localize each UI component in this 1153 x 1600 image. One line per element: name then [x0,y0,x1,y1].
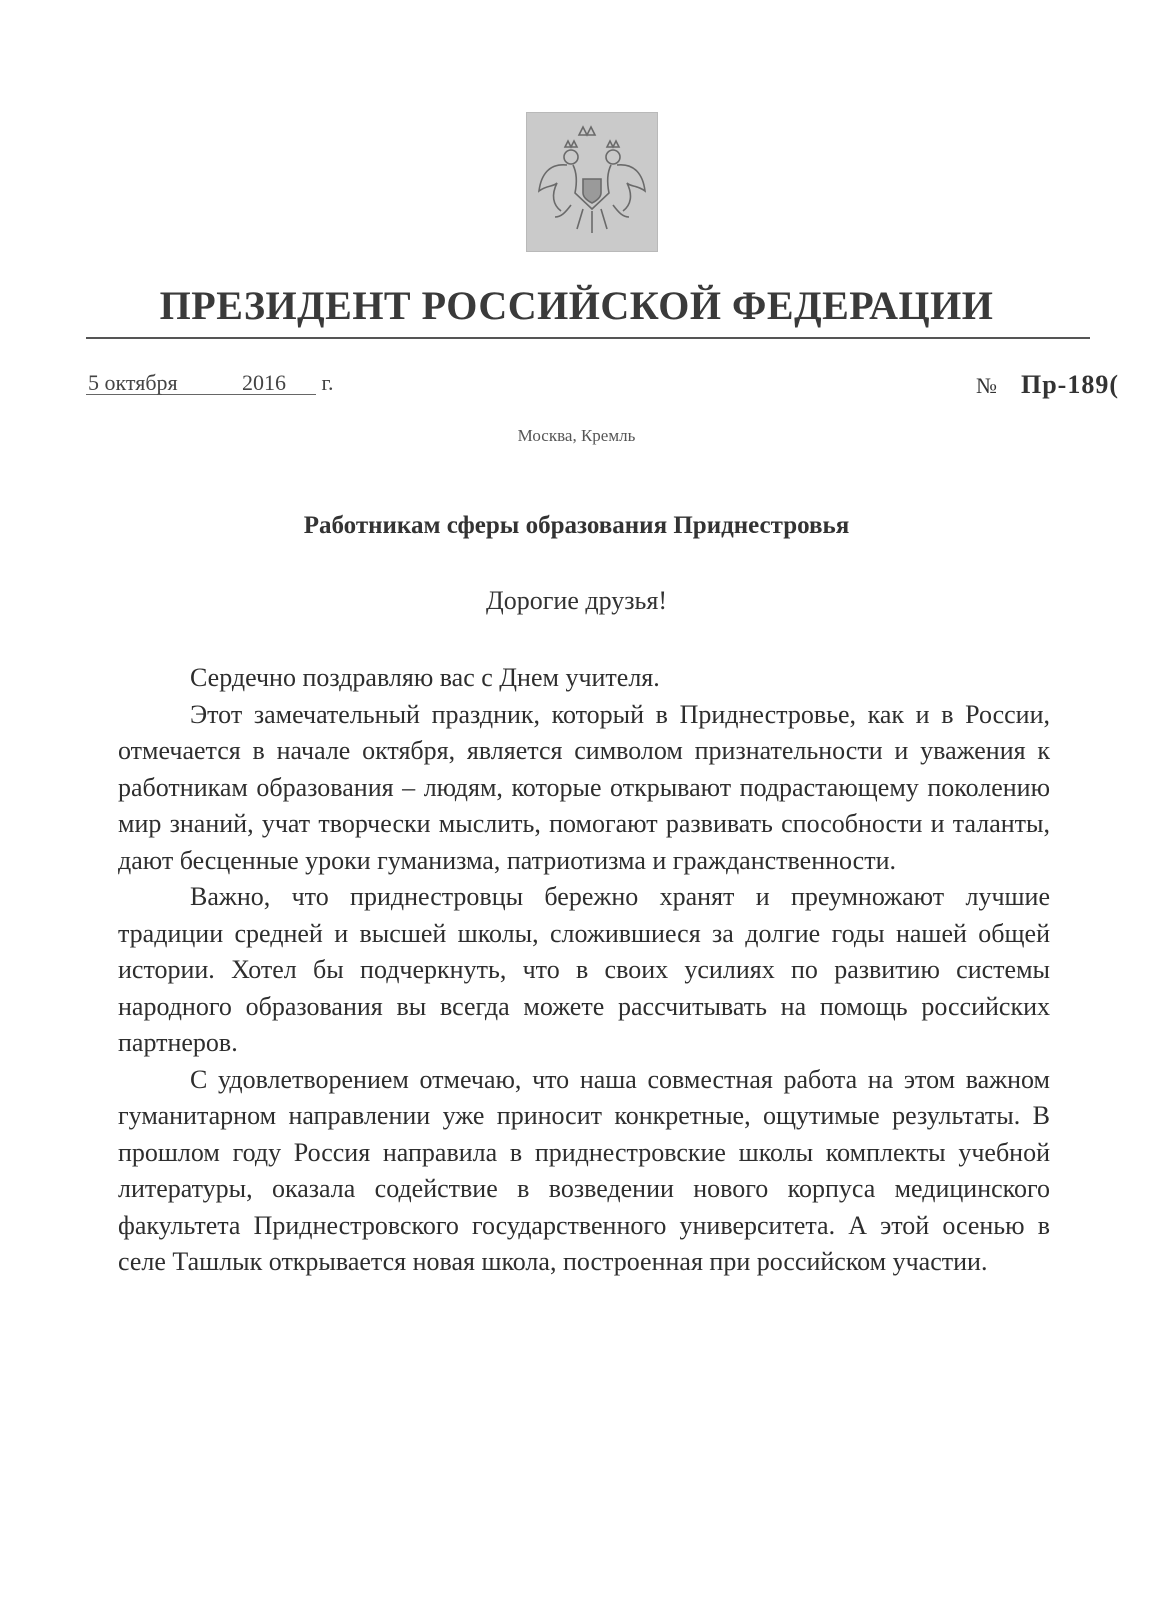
place-of-issue: Москва, Кремль [517,426,636,445]
addressee-line: Работникам сферы образования Приднестровья [303,512,850,539]
number-sign: № [976,373,997,398]
year-suffix: г. [321,370,334,395]
coat-of-arms-emblem [526,112,658,252]
paragraph: Сердечно поздравляю вас с Днем учителя. [190,663,660,692]
date-day-month: 5 октября [86,372,240,395]
document-number [976,370,1119,400]
document-heading: ПРЕЗИДЕНТ РОССИЙСКОЙ ФЕДЕРАЦИИ [159,283,994,328]
document-date [86,370,334,396]
paragraph: Этот замечательный праздник, который в Приднестровье, как и в России, отмечается в начале октября, является символом признательности и уважения к работникам образования – людям, которые открывают подрастающему поколению мир знаний, учат творчески мыслить, помогают развивать способности и таланты, дают бесценные уроки гуманизма, патриотизма и гражданственности. [118,699,1050,875]
date-year: 2016 [240,372,316,395]
salutation: Дорогие друзья! [486,586,667,615]
double-headed-eagle-icon [527,113,657,251]
paragraph: Важно, что приднестровцы бережно хранят и преумножают лучшие традиции средней и высшей школы, сложившиеся за долгие годы нашей общей истории. Хотел бы подчеркнуть, что в своих усилиях по развитию системы народного образования вы всегда можете рассчитывать на помощь российских партнеров. [118,882,1050,1057]
paragraph: С удовлетворением отмечаю, что наша совместная работа на этом важном гуманитарном направлении уже приносит конкретные, ощутимые результаты. В прошлом году Россия направила в приднестровские школы комплекты учебной литературы, оказала содействие в возведении нового корпуса медицинского факультета Приднестровского государственного университета. А этой осенью в селе Ташлык открывается новая школа, построенная при российском участии. [118,1064,1050,1276]
letter-body [118,660,1050,1281]
heading-divider [86,337,1090,339]
number-value: Пр-189( [1021,370,1119,399]
